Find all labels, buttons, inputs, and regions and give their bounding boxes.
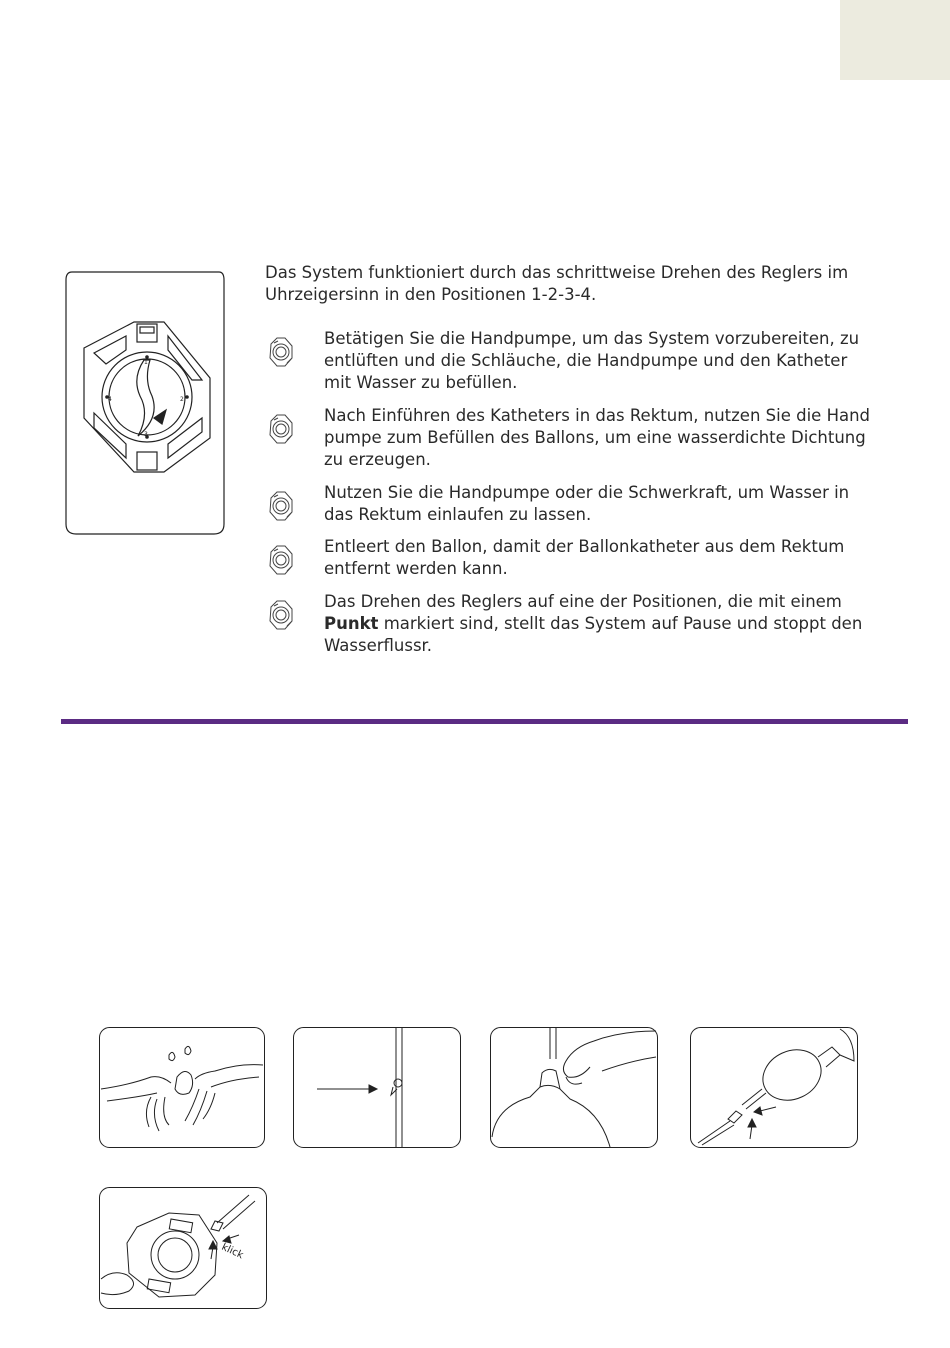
dial-position-1-icon	[265, 334, 297, 370]
dial-label-4: 4	[108, 396, 112, 403]
step-text-1: Betätigen Sie die Handpumpe, um das System vorzubereiten, zu entlüften und die Schläuche, die Handpumpe und den Katheter mit Wasser zu befüllen.	[324, 329, 860, 392]
control-unit-illustration	[64, 268, 226, 536]
klick-label: klick	[219, 1241, 245, 1262]
panel-wash-hands	[99, 1027, 265, 1148]
dial-position-2-icon	[265, 411, 297, 447]
intro-text	[265, 262, 925, 306]
intro-line-2: Uhrzeigersinn in den Positionen 1-2-3-4.	[265, 285, 597, 304]
corner-tab	[840, 0, 950, 80]
step-text-pause: Das Drehen des Reglers auf eine der Positionen, die mit einem Punkt markiert sind, stellt das System auf Pause und stoppt den Wasserflussr.	[324, 592, 863, 655]
dial-label-2: 2	[180, 396, 184, 403]
step-text-3: Nutzen Sie die Handpumpe oder die Schwerkraft, um Wasser in das Rektum einlaufen zu lassen.	[324, 483, 850, 524]
panel-hand-pump	[690, 1027, 856, 1148]
dial-label-3: 3	[144, 431, 148, 438]
step-text-4: Entleert den Ballon, damit der Ballonkatheter aus dem Rektum entfernt werden kann.	[324, 537, 845, 578]
pause-keyword: Punkt	[324, 614, 379, 633]
step-text-2: Nach Einführen des Katheters in das Rektum, nutzen Sie die Hand pumpe zum Befüllen des Ballons, um eine wasserdichte Dichtung zu erzeugen.	[324, 406, 871, 469]
panel-fill-bag	[490, 1027, 656, 1148]
dial-label-1: 1	[144, 359, 148, 366]
dial-position-4-icon	[265, 542, 297, 578]
panel-clamp	[293, 1027, 459, 1148]
dial-position-3-icon	[265, 488, 297, 524]
dial-pause-icon	[265, 597, 297, 633]
intro-line-1: Das System funktioniert durch das schrittweise Drehen des Reglers im	[265, 263, 849, 282]
section-divider	[61, 719, 908, 724]
panel-connect-klick	[99, 1187, 265, 1308]
